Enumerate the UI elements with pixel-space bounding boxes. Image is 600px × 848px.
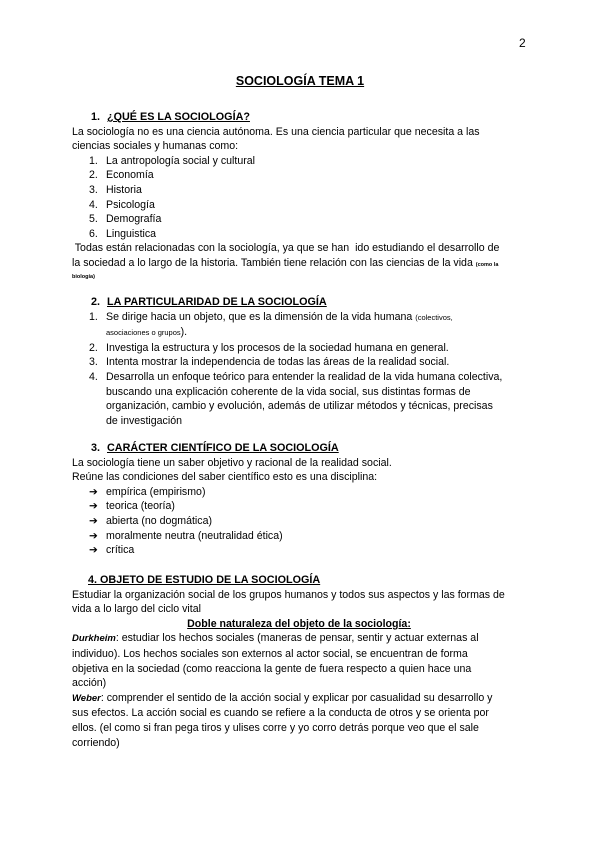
list-item: 3. Intenta mostrar la independencia de todas las áreas de la realidad social. [89, 356, 450, 369]
section-1-intro-line1: La sociología no es una ciencia autónoma. Es una ciencia particular que necesita a las [72, 125, 480, 138]
section-2-heading [91, 295, 526, 310]
list-item: 4. Desarrolla un enfoque teórico para entender la realidad de la vida humana colectiva, buscando una explicación coherente de la vida social, sus distintas formas de organización, cambio y evolución, además de utilizar métodos y técnicas, precisas de investigación [89, 370, 503, 427]
weber-line2: sus efectos. La acción social es cuando se refiere a la conducta de otros y se orienta por [72, 707, 489, 720]
document-title: SOCIOLOGÍA TEMA 1 [235, 74, 365, 88]
section-2-number: 2. [91, 296, 101, 308]
weber-line1: Weber: comprender el sentido de la acción social y explicar por casualidad su desarrollo y [72, 691, 493, 704]
durkheim-line2: individuo). Los hechos sociales son externos al actor social, se encuentran de forma [72, 647, 468, 660]
durkheim-line3: objetiva en la sociedad (como reacciona la gente de fuera respecto a quien hace una [72, 662, 472, 675]
weber-name: Weber [72, 692, 101, 704]
sciences-list [72, 154, 526, 242]
weber-line3: ellos. (el como si fran pega tiros y ulises corre y yo corro detrás porque veo que el sale [72, 721, 479, 734]
list-item: 1. La antropología social y cultural [89, 154, 255, 167]
section-3-line2: Reúne las condiciones del saber científico esto es una disciplina: [72, 471, 378, 484]
list-item: 5. Demografía [89, 213, 162, 226]
list-item: 2. Economía [89, 169, 154, 182]
section-4-line1: Estudiar la organización social de los grupos humanos y todos sus aspectos y las formas de [72, 588, 505, 601]
section-4-line2: vida a lo largo del ciclo vital [72, 603, 201, 616]
arrow-icon: ➔ [89, 544, 98, 557]
science-conditions-list [72, 485, 526, 558]
section-1-number: 1. [91, 111, 101, 123]
list-item: 6. Linguistica [89, 227, 157, 240]
list-item: ➔ abierta (no dogmática) [89, 514, 212, 527]
durkheim-name: Durkheim [72, 633, 116, 645]
list-item: ➔ empírica (empirismo) [89, 485, 206, 498]
section-2 [72, 295, 526, 428]
section-1-heading [91, 110, 526, 125]
section-1 [72, 110, 526, 282]
section-1-intro-line2: ciencias sociales y humanas como: [72, 140, 239, 153]
arrow-icon: ➔ [89, 529, 98, 542]
list-item: 1. Se dirige hacia un objeto, que es la dimensión de la vida humana (colectivos, asociaciones o grupos). [89, 310, 453, 339]
section-1-after-line1: Todas están relacionadas con la sociología, ya que se han ido estudiando el desarrollo de [72, 242, 500, 255]
arrow-icon: ➔ [89, 514, 98, 527]
list-item: ➔ teorica (teoría) [89, 500, 175, 513]
section-3-line1: La sociología tiene un saber objetivo y racional de la realidad social. [72, 456, 392, 469]
section-4-heading: 4. OBJETO DE ESTUDIO DE LA SOCIOLOGÍA [88, 574, 321, 586]
weber-line4: corriendo) [72, 736, 120, 749]
section-3-heading [91, 441, 526, 456]
section-2-title: LA PARTICULARIDAD DE LA SOCIOLOGÍA [107, 296, 327, 308]
list-item: 4. Psicología [89, 198, 155, 211]
section-1-after-line2: la sociedad a lo largo de la historia. También tiene relación con las ciencias de la vida (como la [72, 256, 499, 269]
section-3-title: CARÁCTER CIENTÍFICO DE LA SOCIOLOGÍA [107, 442, 339, 454]
list-item: ➔ crítica [89, 544, 135, 557]
section-1-after-line3: biología) [72, 273, 95, 280]
section-4-subheading: Doble naturaleza del objeto de la sociología: [187, 617, 411, 630]
particularity-list [72, 310, 526, 429]
arrow-icon: ➔ [89, 500, 98, 513]
section-1-title: ¿QUÉ ES LA SOCIOLOGÍA? [107, 111, 250, 123]
section-3-number: 3. [91, 442, 101, 454]
durkheim-line4: acción) [72, 677, 107, 690]
section-3 [72, 441, 526, 558]
list-item: ➔ moralmente neutra (neutralidad ética) [89, 529, 283, 542]
list-item: 2. Investiga la estructura y los procesos de la sociedad humana en general. [89, 341, 449, 354]
section-4 [72, 573, 526, 750]
arrow-icon: ➔ [89, 485, 98, 498]
page-number: 2 [519, 36, 526, 50]
list-item: 3. Historia [89, 183, 142, 196]
durkheim-line1: Durkheim: estudiar los hechos sociales (maneras de pensar, sentir y actuar externas al [72, 632, 479, 645]
